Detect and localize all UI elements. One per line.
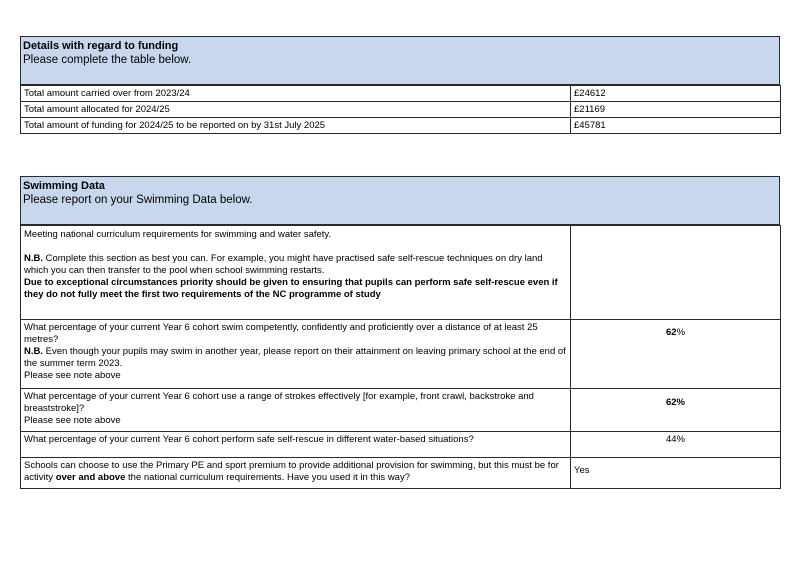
funding-header — [20, 36, 780, 85]
table-row — [21, 226, 781, 320]
swimming-section — [20, 176, 780, 489]
q4-question: Schools can choose to use the Primary PE and sport premium to provide additional provision for swimming, but this must be for activity over and above the national curriculum requirements. Have you used it in this way? — [24, 460, 559, 483]
swimming-subtitle: Please report on your Swimming Data below. — [23, 194, 253, 206]
q1-note: Please see note above — [24, 370, 121, 381]
table-row — [21, 102, 781, 118]
funding-subtitle: Please complete the table below. — [23, 54, 192, 66]
q2-note: Please see note above — [24, 415, 121, 426]
table-row — [21, 118, 781, 134]
intro-answer-cell — [571, 226, 781, 320]
intro-nb — [24, 253, 567, 277]
funding-value: £45781 — [571, 118, 781, 134]
funding-section — [20, 36, 780, 134]
q3-cell — [21, 432, 571, 458]
swimming-title: Swimming Data — [23, 180, 105, 192]
intro-bold-note: Due to exceptional circumstances priority should be given to ensuring that pupils can perform safe self-rescue even if they do not fully meet the first two requirements of the NC programme of study — [24, 277, 558, 300]
table-row — [21, 320, 781, 389]
q3-question: What percentage of your current Year 6 cohort perform safe self-rescue in different water-based situations? — [24, 434, 474, 445]
table-row — [21, 86, 781, 102]
nb-text: Even though your pupils may swim in another year, please report on their attainment on leaving primary school at the end of the summer term 2023. — [24, 346, 566, 369]
funding-table — [20, 85, 781, 134]
q2-cell — [21, 389, 571, 432]
funding-label: Total amount allocated for 2024/25 — [21, 102, 571, 118]
funding-label: Total amount carried over from 2023/24 — [21, 86, 571, 102]
funding-label: Total amount of funding for 2024/25 to be reported on by 31st July 2025 — [21, 118, 571, 134]
intro-cell — [21, 226, 571, 320]
q2-answer: 62% — [571, 389, 781, 432]
funding-title: Details with regard to funding — [23, 40, 179, 52]
q1-cell — [21, 320, 571, 389]
q3-answer: 44% — [571, 432, 781, 458]
q1-question: What percentage of your current Year 6 cohort swim competently, confidently and proficiently over a distance of at least 25 metres? — [24, 322, 538, 345]
q2-question: What percentage of your current Year 6 cohort use a range of strokes effectively [for example, front crawl, backstroke and breaststroke]? — [24, 391, 534, 414]
table-row — [21, 432, 781, 458]
swimming-table — [20, 225, 781, 489]
table-row — [21, 458, 781, 489]
q1-nb — [24, 346, 567, 370]
q1-answer — [571, 320, 781, 389]
funding-value: £24612 — [571, 86, 781, 102]
nb-text: Complete this section as best you can. For example, you might have practised safe self-rescue techniques on dry land which you can then transfer to the pool when school swimming restarts. — [24, 253, 543, 276]
table-row — [21, 389, 781, 432]
q1-answer-number: 62 — [665, 327, 677, 338]
q4-answer: Yes — [571, 458, 781, 489]
funding-value: £21169 — [571, 102, 781, 118]
nb-label: N.B. — [24, 253, 43, 264]
q1-answer-percent: % — [676, 327, 686, 338]
swimming-header — [20, 176, 780, 225]
nb-label: N.B. — [24, 346, 43, 357]
q4-cell — [21, 458, 571, 489]
intro-line: Meeting national curriculum requirements for swimming and water safety. — [24, 229, 332, 240]
